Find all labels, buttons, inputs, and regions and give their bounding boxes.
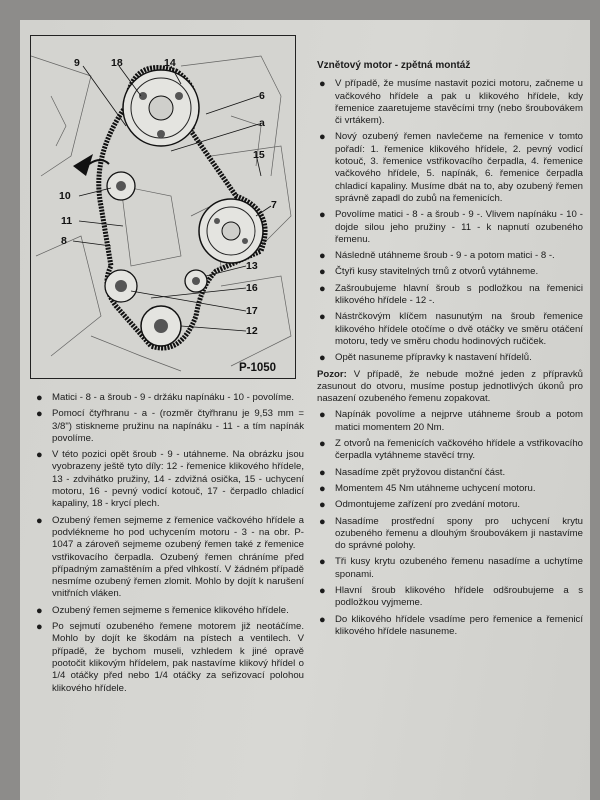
manual-page	[20, 20, 590, 800]
bullet-icon: ●	[319, 250, 326, 263]
list-item: ● Ozubený řemen sejmeme s řemenice klikového hřídele.	[36, 604, 289, 617]
bullet-icon: ●	[319, 311, 326, 324]
figure-id: P-1050	[239, 362, 277, 374]
bullet-icon: ●	[319, 352, 326, 365]
callout-8: 8	[61, 235, 67, 247]
bullet-icon: ●	[36, 621, 43, 634]
bullet-icon: ●	[319, 409, 326, 422]
list-item: ● Nasadíme prostřední spony pro uchycení krytu ozubeného řemenu a dlouhým šroubovákem ji nastavíme do správné polohy.	[319, 515, 583, 552]
callout-13: 13	[246, 260, 258, 272]
callout-10: 10	[59, 190, 71, 202]
warning-label: Pozor:	[317, 368, 347, 380]
list-item: ● Odmontujeme zařízení pro zvedání motoru.	[319, 499, 521, 512]
list-item: ● Opět nasuneme přípravky k nastavení hřídelů.	[319, 352, 532, 365]
list-item: ● Do klikového hřídele vsadíme pero řemenice a řemenicí klikového hřídele nasuneme.	[319, 613, 583, 637]
timing-belt-figure	[30, 35, 296, 379]
list-item: ● Následně utáhneme šroub - 9 - a potom matici - 8 -.	[319, 250, 555, 263]
callout-18: 18	[111, 57, 123, 69]
list-item: ● Pomocí čtyřhranu - a - (rozměr čtyřhranu je 9,53 mm = 3/8") stiskneme pružinu na napínáku - 11 - a tím napínák povolíme.	[36, 408, 304, 444]
bullet-icon: ●	[319, 282, 326, 295]
bullet-icon: ●	[319, 482, 326, 495]
section-heading: Vznětový motor - zpětná montáž	[317, 60, 471, 71]
list-item: ● Z otvorů na řemenicích vačkového hřídele a vstřikovacího čerpadla vytáhneme stavěcí trny.	[319, 438, 583, 462]
warning-note	[317, 369, 583, 406]
list-item: ● Ozubený řemen sejmeme z řemenice vačkového hřídele a podvlékneme ho pod uchycením motoru - 3 - na obr. P-1047 a zároveň sejmeme ozubený řemen také z řemenice vstřikovacího čerpadla. Ozubený řemen chráníme před případným zamaštěním a před vlhkostí. V žádném případě nesmíme ozubený řemen zlomit. Mohlo by dojít k narušení vnitřních vláken.	[36, 514, 304, 600]
list-item: ● Čtyři kusy stavitelných trnů z otvorů vytáhneme.	[319, 266, 539, 279]
callout-a: a	[259, 117, 265, 129]
callout-12: 12	[246, 325, 258, 337]
list-item: ● Nový ozubený řemen navlečeme na řemenice v tomto pořadí: 1. řemenice klikového hřídele, 2. pevný vodicí kotouč, 3. řemenice vstřikovacího čerpadla, 4. řemenice vačkového hřídele, 5. napínák, 6. řemenice čerpadla chladicí kapaliny. Musíme dbát na to, aby ozubený řemen správně zapadl do zubů na řemenicích.	[319, 131, 583, 204]
left-column	[34, 392, 304, 699]
bullet-icon: ●	[36, 514, 43, 527]
bullet-icon: ●	[319, 131, 326, 144]
callout-16: 16	[246, 282, 258, 294]
callout-9: 9	[74, 57, 80, 69]
list-item: ● Matici - 8 - a šroub - 9 - držáku napínáku - 10 - povolíme.	[36, 392, 295, 404]
list-item: ● Tři kusy krytu ozubeného řemenu nasadíme a uchytíme sponami.	[319, 556, 583, 580]
list-item: ● Nástrčkovým klíčem nasunutým na šroub řemenice klikového hřídele otočíme o dvě otáčky ve směru otáčení motoru, tedy ve směru chodu hodinových ručiček.	[319, 311, 583, 347]
list-item: ● V této pozici opět šroub - 9 - utáhneme. Na obrázku jsou vyobrazeny ještě tyto díly: 12 - řemenice klikového hřídele, 13 - zdvihátko pružiny, 14 - zdvižná osička, 15 - uchycení motoru, 16 - pevný vodicí kotouč, 17 - čerpadlo chladicí kapaliny, 18 - krycí plech.	[36, 449, 304, 510]
list-item: ● Napínák povolíme a nejprve utáhneme šroub a potom matici momentem 20 Nm.	[319, 409, 583, 433]
bullet-icon: ●	[319, 209, 326, 222]
callout-11: 11	[61, 215, 73, 227]
bullet-icon: ●	[319, 266, 326, 279]
bullet-icon: ●	[36, 449, 43, 462]
bullet-icon: ●	[319, 466, 326, 479]
warning-text: V případě, že nebude možné jeden z přípravků zasunout do otvoru, musíme postup jednotlivých úkonů pro nasazení ozubeného řemenu zopakovat.	[317, 368, 583, 405]
list-item: ● V případě, že musíme nastavit pozici motoru, začneme u vačkového hřídele a pak u klikového hřídele, kdy řemenice zaaretujeme stavěcími trny (nebo šroubovákem či vrtákem).	[319, 78, 583, 127]
bullet-icon: ●	[319, 515, 326, 528]
bullet-icon: ●	[36, 604, 43, 617]
list-item: ● Hlavní šroub klikového hřídele odšroubujeme a s podložkou vyjmeme.	[319, 584, 583, 609]
bullet-icon: ●	[36, 408, 43, 421]
callout-17: 17	[246, 305, 258, 317]
bullet-icon: ●	[319, 499, 326, 512]
engine-diagram	[31, 36, 295, 378]
left-list	[34, 392, 304, 695]
bullet-icon: ●	[319, 613, 326, 626]
bullet-icon: ●	[319, 556, 326, 569]
callout-14: 14	[164, 57, 176, 69]
list-item: ● Momentem 45 Nm utáhneme uchycení motoru.	[319, 482, 536, 495]
callout-6: 6	[259, 90, 265, 102]
list-item: ● Zašroubujeme hlavní šroub s podložkou na řemenici klikového hřídele - 12 -.	[319, 282, 583, 307]
callout-15: 15	[253, 149, 265, 161]
right-list-a	[317, 78, 583, 364]
list-item: ● Nasadíme zpět pryžovou distanční část.	[319, 466, 506, 479]
callout-7: 7	[271, 199, 277, 211]
right-list-b	[317, 409, 583, 638]
bullet-icon: ●	[319, 584, 326, 597]
list-item: ● Po sejmutí ozubeného řemene motorem již neotáčíme. Mohlo by dojít ke škodám na pístech a ventilech. V případě, že bychom museli, vzhledem k jiné opravě pootočit klikovým hřídelem, pak nastavíme klikový hřídel o 1/4 otáčky před nebo 1/4 otáčky za seřizovací polohou klikového hřídele.	[36, 621, 304, 694]
bullet-icon: ●	[36, 392, 43, 404]
right-column	[317, 60, 583, 642]
bullet-icon: ●	[319, 78, 326, 91]
list-item: ● Povolíme matici - 8 - a šroub - 9 -. Vlivem napínáku - 10 - dojde silou jeho pružiny - 11 - k napnutí ozubeného řemenu.	[319, 209, 583, 245]
bullet-icon: ●	[319, 438, 326, 451]
